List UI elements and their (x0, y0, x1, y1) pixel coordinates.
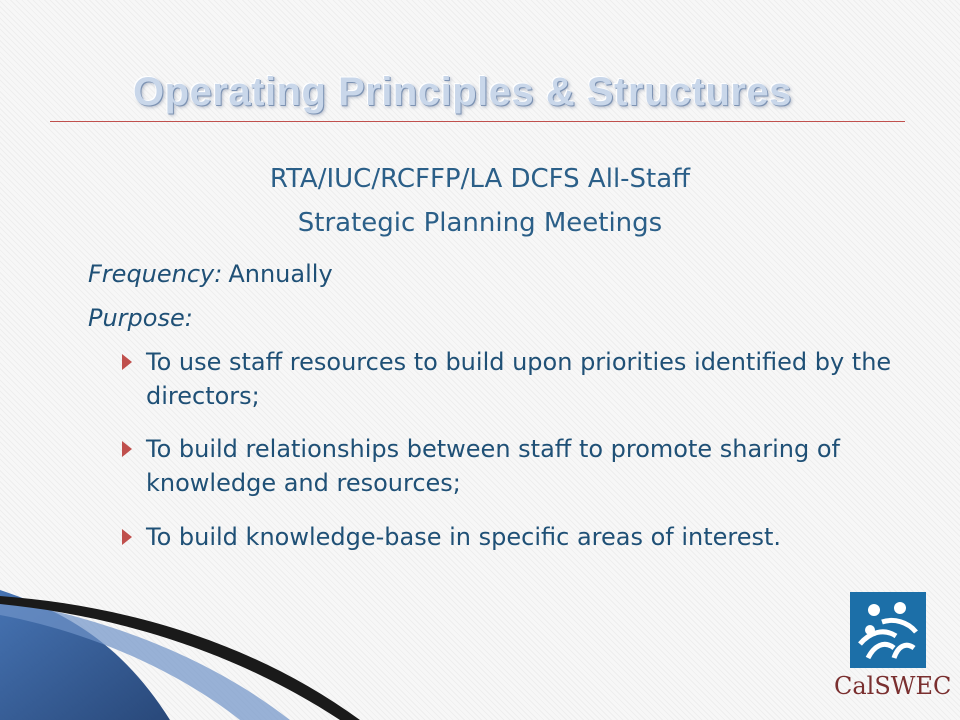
bullet-item (122, 520, 902, 554)
triangle-bullet-icon (122, 529, 132, 545)
title-divider (50, 121, 905, 122)
subtitle-line-1: RTA/IUC/RCFFP/LA DCFS All-Staff (269, 164, 691, 194)
calswec-logo-icon (850, 592, 926, 668)
bullet-text: To build relationships between staff to promote sharing of knowledge and resources; (146, 435, 840, 497)
figures-icon (850, 592, 926, 668)
logo-wordmark: CalSWEC (834, 672, 952, 700)
subtitle-line-2: Strategic Planning Meetings (297, 208, 663, 238)
purpose-label: Purpose: (88, 304, 193, 332)
frequency-label: Frequency: (88, 260, 223, 288)
frequency-row (88, 258, 333, 290)
bullet-item (122, 432, 902, 500)
bullet-text: To use staff resources to build upon priorities identified by the directors; (146, 348, 892, 410)
bullet-text: To build knowledge-base in specific areas of interest. (146, 523, 782, 551)
triangle-bullet-icon (122, 354, 132, 370)
bullet-item (122, 345, 902, 413)
triangle-bullet-icon (122, 441, 132, 457)
slide-title: Operating Principles & Structures (133, 70, 792, 114)
frequency-value: Annually (228, 260, 333, 288)
purpose-row (88, 302, 193, 334)
